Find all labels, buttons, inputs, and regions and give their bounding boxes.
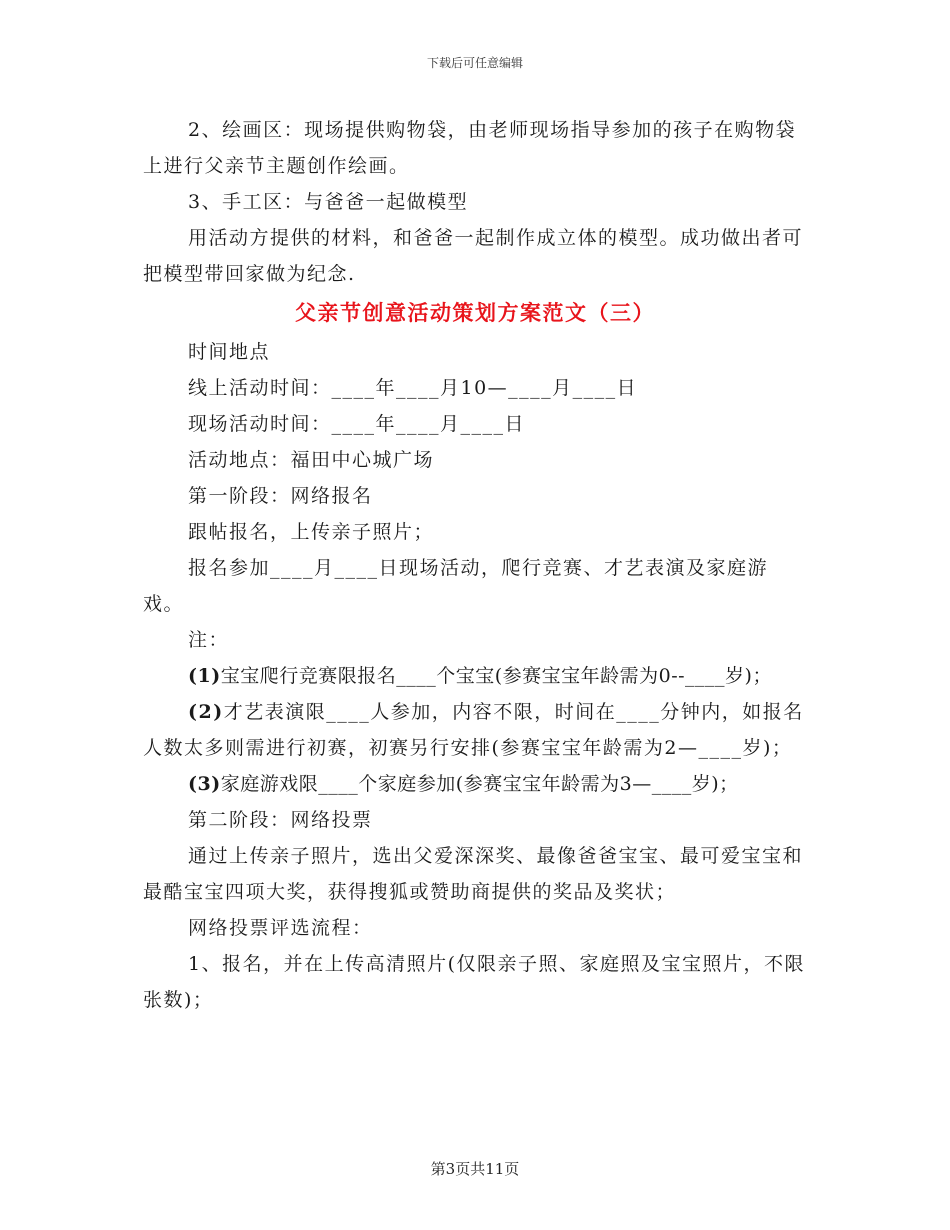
paragraph-materials: 用活动方提供的材料，和爸爸一起制作成立体的模型。成功做出者可把模型带回家做为纪念.: [143, 227, 804, 285]
paragraph-location: 活动地点：福田中心城广场: [188, 449, 435, 471]
note-number-2: (2): [188, 701, 224, 723]
paragraph-vote-process: 网络投票评选流程：: [188, 917, 373, 939]
paragraph-note: 注：: [188, 629, 230, 651]
note-text-1: 宝宝爬行竞赛限报名____个宝宝(参赛宝宝年龄需为0--____岁)；: [220, 665, 772, 687]
paragraph-time-place: 时间地点: [188, 341, 271, 363]
note-number-3: (3): [188, 773, 221, 795]
paragraph-onsite-events: 报名参加____月____日现场活动，爬行竞赛、才艺表演及家庭游戏。: [143, 557, 769, 615]
paragraph-awards: 通过上传亲子照片，选出父爱深深奖、最像爸爸宝宝、最可爱宝宝和最酷宝宝四项大奖，获得搜狐或赞助商提供的奖品及奖状；: [143, 845, 804, 903]
paragraph-onsite-time: 现场活动时间：____年____月____日: [188, 413, 526, 435]
paragraph-step-one: 1、报名，并在上传高清照片(仅限亲子照、家庭照及宝宝照片，不限张数)；: [143, 953, 806, 1011]
paragraph-stage-one: 第一阶段：网络报名: [188, 485, 373, 507]
paragraph-note-2: [143, 694, 807, 766]
paragraph-note-3: [143, 766, 807, 802]
document-body: [143, 112, 807, 1018]
paragraph-signup: 跟帖报名，上传亲子照片；: [188, 521, 435, 543]
header-note: 下载后可任意编辑: [426, 56, 523, 70]
note-text-2: 才艺表演限____人参加，内容不限，时间在____分钟内，如报名人数太多则需进行初赛，初赛另行安排(参赛宝宝年龄需为2—____岁)；: [143, 701, 804, 759]
paragraph-online-time: 线上活动时间：____年____月10—____月____日: [188, 377, 638, 399]
paragraph-drawing-area: 2、绘画区：现场提供购物袋，由老师现场指导参加的孩子在购物袋上进行父亲节主题创作绘画。: [143, 119, 797, 177]
page-number: 第3页共11页: [430, 1160, 520, 1178]
paragraph-note-1: [143, 658, 807, 694]
paragraph-stage-two: 第二阶段：网络投票: [188, 809, 373, 831]
section-title: 父亲节创意活动策划方案范文（三）: [295, 300, 655, 325]
note-number-1: (1): [188, 665, 221, 687]
paragraph-craft-area: 3、手工区：与爸爸一起做模型: [188, 191, 469, 213]
note-text-3: 家庭游戏限____个家庭参加(参赛宝宝年龄需为3—____岁)；: [220, 773, 739, 795]
